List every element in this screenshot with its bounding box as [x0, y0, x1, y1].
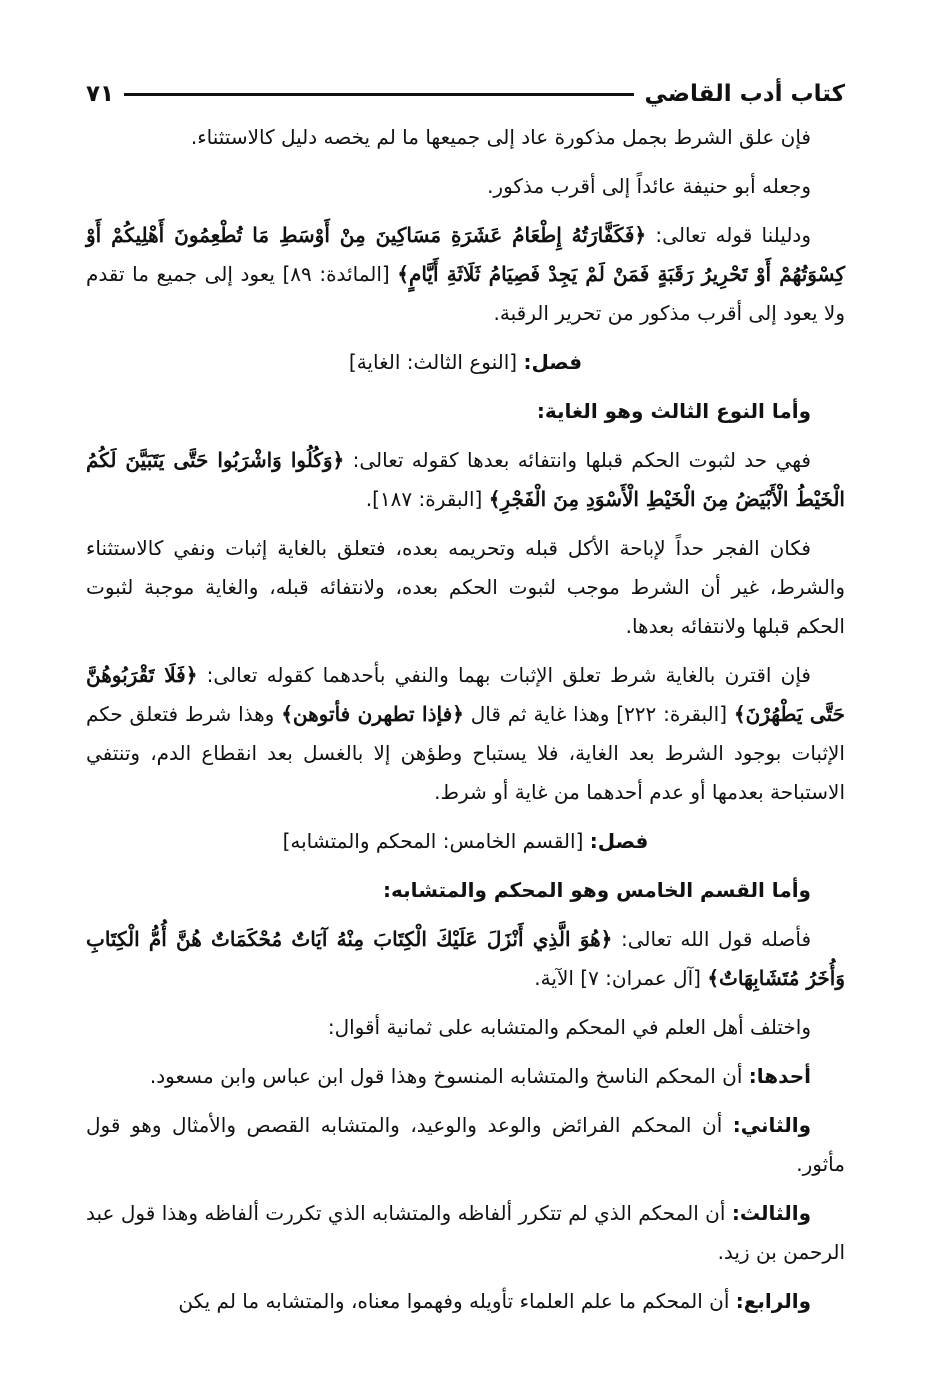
paragraph-6: فكان الفجر حداً لإباحة الأكل قبله وتحريمه بعده، فتعلق بالغاية إثبات ونفي كالاستثناء والشرط، غير أن الشرط موجب لثبوت الحكم بعده، ولانتفائه قبله، والغاية موجبة لثبوت الحكم قبلها ولانتفائه بعدها. [86, 536, 845, 638]
section-title: [النوع الثالث: الغاية] [348, 350, 524, 374]
quran-verse: ﴿فَلَا تَقْرَبُوهُنَّ حَتَّى يَطْهُرْنَ﴾ [86, 663, 845, 726]
paragraph-7-text-end: وهذا شرط فتعلق حكم الإثبات بوجود الشرط بعد الغاية، فلا يستباح وطؤهن إلا بالغسل بعد انقطاع الدم، وتنتفي الاستباحة بعدمها أو عدم أحدهما من غاية أو شرط. [86, 702, 845, 804]
paragraph-7-text-mid: [البقرة: ٢٢٢] وهذا غاية ثم قال [463, 702, 734, 726]
paragraph-5-text: فهي حد لثبوت الحكم قبلها وانتفائه بعدها كقوله تعالى: [344, 448, 811, 472]
quran-verse: ﴿وَكُلُوا وَاشْرَبُوا حَتَّى يَتَبَيَّنَ لَكُمُ الْخَيْطُ الْأَبْيَضُ مِنَ الْخَيْطِ الْأَسْوَدِ مِنَ الْفَجْرِ﴾ [86, 448, 845, 511]
opinion-label: والثاني: [732, 1113, 811, 1137]
opinion-label: والثالث: [731, 1201, 811, 1225]
paragraph-7-text: فإن اقترن بالغاية شرط تعلق الإثبات بهما والنفي بأحدهما كقوله تعالى: [197, 663, 811, 687]
paragraph-9-text-end: [آل عمران: ٧] الآية. [534, 966, 708, 990]
opinion-4 [86, 1282, 845, 1321]
opinion-label: أحدها: [748, 1064, 811, 1088]
page-body [86, 118, 845, 1331]
section-heading-2 [86, 822, 845, 861]
paragraph-3-text-end: [المائدة: ٨٩] يعود إلى جميع ما تقدم ولا يعود إلى أقرب مذكور من تحرير الرقبة. [86, 262, 845, 325]
paragraph-5 [86, 441, 845, 519]
section-heading-1 [86, 343, 845, 382]
paragraph-8: وأما القسم الخامس وهو المحكم والمتشابه: [383, 878, 811, 902]
quran-verse-2: ﴿فإذا تطهرن فأتوهن﴾ [281, 702, 464, 726]
paragraph-7 [86, 656, 845, 812]
opinion-text: أن المحكم ما علم العلماء تأويله وفهموا معناه، والمتشابه ما لم يكن [178, 1289, 736, 1313]
opinion-text: أن المحكم الذي لم تتكرر ألفاظه والمتشابه الذي تكررت ألفاظه وهذا قول عبد الرحمن بن زيد. [86, 1201, 845, 1264]
quran-verse: ﴿فَكَفَّارَتُهُ إِطْعَامُ عَشَرَةِ مَسَاكِينَ مِنْ أَوْسَطِ مَا تُطْعِمُونَ أَهْلِيكُمْ أَوْ كِسْوَتُهُمْ أَوْ تَحْرِيرُ رَقَبَةٍ فَمَنْ لَمْ يَجِدْ فَصِيَامُ ثَلَاثَةِ أَيَّامٍ﴾ [86, 223, 846, 286]
paragraph-3-text: ودليلنا قوله تعالى: [646, 223, 811, 247]
section-title: [القسم الخامس: المحكم والمتشابه] [282, 829, 590, 853]
paragraph-9 [86, 920, 845, 998]
opinion-1 [86, 1057, 845, 1096]
opinion-3 [86, 1194, 845, 1272]
page-number: ٧١ [86, 81, 115, 107]
paragraph-1: فإن علق الشرط بجمل مذكورة عاد إلى جميعها ما لم يخصه دليل كالاستثناء. [190, 125, 811, 149]
opinion-text: أن المحكم الناسخ والمتشابه المنسوخ وهذا قول ابن عباس وابن مسعود. [149, 1064, 749, 1088]
paragraph-4: وأما النوع الثالث وهو الغاية: [536, 399, 811, 423]
opinion-2 [86, 1106, 845, 1184]
paragraph-5-text-end: [البقرة: ١٨٧]. [365, 487, 489, 511]
quran-verse: ﴿هُوَ الَّذِي أَنْزَلَ عَلَيْكَ الْكِتَابَ مِنْهُ آيَاتٌ مُحْكَمَاتٌ هُنَّ أُمُّ الْكِتَابِ وَأُخَرُ مُتَشَابِهَاتٌ﴾ [86, 927, 845, 990]
opinion-label: والرابع: [735, 1289, 811, 1313]
paragraph-2: وجعله أبو حنيفة عائداً إلى أقرب مذكور. [487, 174, 811, 198]
section-label: فصل: [523, 350, 583, 374]
running-title: كتاب أدب القاضي [644, 81, 845, 107]
opinion-text: أن المحكم الفرائض والوعد والوعيد، والمتشابه القصص والأمثال وهو قول مأثور. [86, 1113, 845, 1176]
paragraph-9-text: فأصله قول الله تعالى: [612, 927, 811, 951]
paragraph-10: واختلف أهل العلم في المحكم والمتشابه على ثمانية أقوال: [327, 1015, 811, 1039]
header-rule [124, 93, 634, 96]
paragraph-3 [86, 216, 845, 333]
section-label: فصل: [589, 829, 649, 853]
page-header [86, 74, 845, 114]
